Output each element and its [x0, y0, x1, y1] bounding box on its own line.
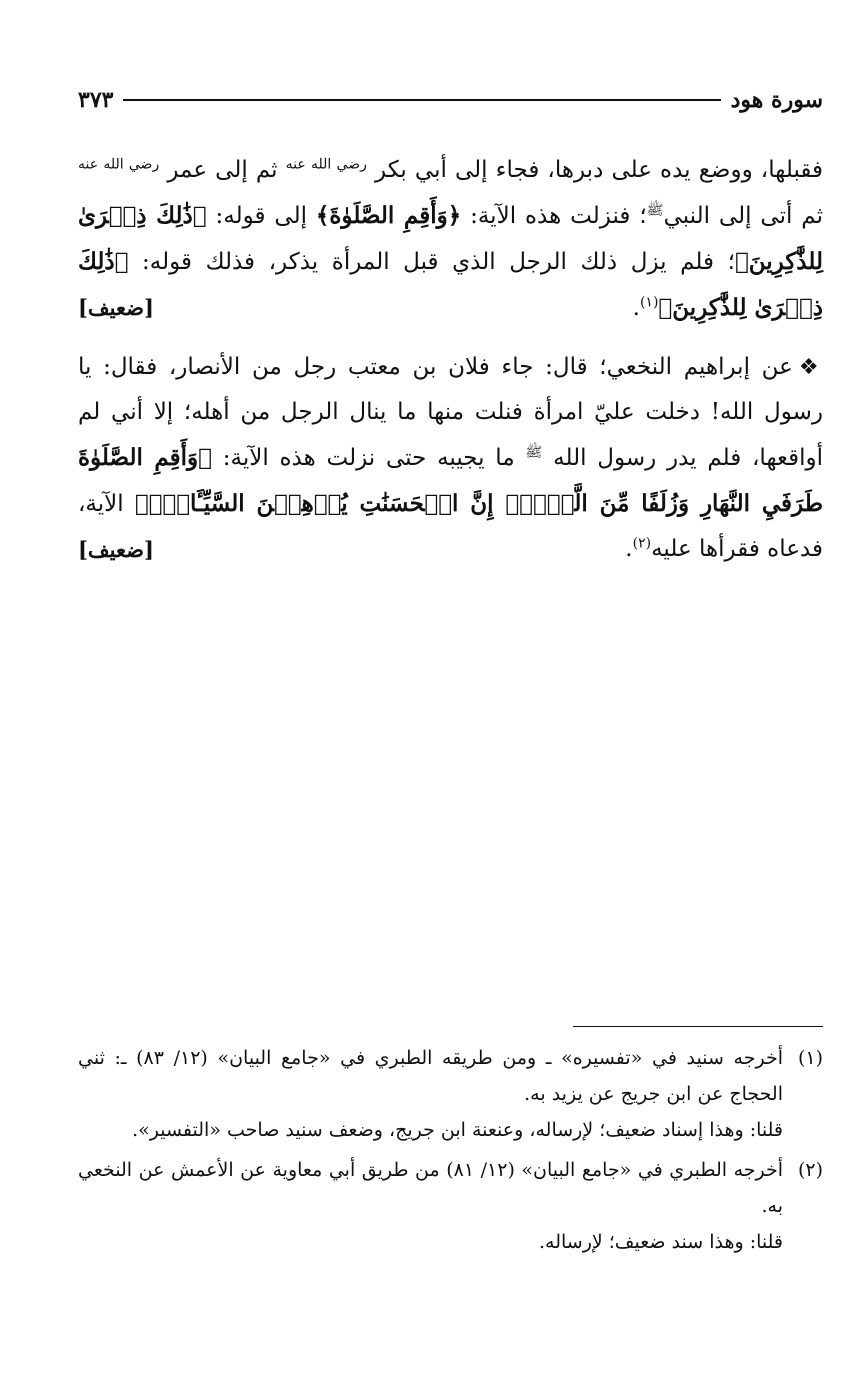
paragraph-text: إلى قوله:: [215, 203, 307, 229]
footnote-line: أخرجه سنيد في «تفسيره» ـ ومن طريقه الطبري في «جامع البيان» (١٢/ ٨٣) ـ: ثني الحجاج عن ابن جريج عن يزيد به.: [78, 1047, 783, 1105]
footnote-line: قلنا: وهذا إسناد ضعيف؛ لإرساله، وعنعنة ابن جريج، وضعف سنيد صاحب «التفسير».: [132, 1119, 783, 1141]
surah-title: سورة هود: [730, 87, 823, 113]
footnote-reference[interactable]: (٢): [632, 535, 652, 552]
quran-verse: ﴿وَأَقِمِ الصَّلَوٰةَ﴾: [315, 202, 462, 229]
footnote-number: (١): [797, 1047, 823, 1069]
paragraph-2: [78, 345, 823, 572]
footnote-number: (٢): [797, 1159, 823, 1181]
main-text: [78, 148, 823, 586]
honorific-glyph: ﷺ: [646, 202, 664, 219]
footnote-line: أخرجه الطبري في «جامع البيان» (١٢/ ٨١) من طريق أبي معاوية عن الأعمش عن النخعي به.: [78, 1159, 784, 1217]
honorific-glyph: ﷺ: [525, 444, 543, 461]
footnote-2: [78, 1152, 823, 1260]
paragraph-text: ؛ فنزلت هذه الآية:: [470, 203, 647, 229]
grade-label: [ضعيف]: [78, 537, 154, 562]
paragraph-text: الآية، فدعاه فقرأها عليه: [78, 491, 823, 562]
quran-verse: ﴿ذَٰلِكَ ذِكۡرَىٰ لِلذَّٰكِرِينَ﴾: [78, 248, 823, 321]
paragraph-text: فقبلها، ووضع يده على دبرها، فجاء إلى أبي بكر: [375, 157, 824, 183]
header-rule: [123, 99, 720, 101]
paragraph-text: ما يجيبه حتى نزلت هذه الآية:: [222, 445, 515, 471]
footnote-1: [78, 1040, 823, 1148]
paragraph-text: ثم إلى عمر: [167, 157, 278, 183]
footnotes: [78, 1040, 823, 1264]
bullet-diamond-icon: ❖: [798, 355, 823, 380]
paragraph-text: .: [625, 536, 633, 562]
footnote-reference[interactable]: (١): [639, 294, 659, 311]
honorific-glyph: رضي الله عنه: [78, 156, 160, 173]
book-page: [78, 78, 823, 1338]
paragraph-text: عن إبراهيم النخعي؛ قال: جاء فلان بن معتب رجل من الأنصار، فقال: يا رسول الله! دخلت عليّ امرأة فنلت منها ما ينال الرجل من أهله؛ إلا أني لم أواقعها، فلم يدر رسول الله: [78, 354, 824, 471]
quran-verse: ﴿ذَٰلِكَ ذِكۡرَىٰ لِلذَّٰكِرِينَ﴾: [78, 202, 823, 275]
honorific-glyph: رضي الله عنه: [285, 156, 367, 173]
grade-label: [ضعيف]: [78, 295, 154, 320]
paragraph-text: .: [632, 295, 640, 321]
footnote-line: قلنا: وهذا سند ضعيف؛ لإرساله.: [538, 1231, 783, 1253]
paragraph-1: [78, 148, 823, 331]
page-number: ٣٧٣: [78, 87, 114, 113]
running-header: [78, 78, 823, 122]
footnote-body: [78, 1152, 783, 1260]
quran-verse: ﴿وَأَقِمِ الصَّلَوٰةَ طَرَفَيِ النَّهَارِ وَزُلَفًا مِّنَ الَّيۡلِۚ إِنَّ الۡحَسَنَٰتِ يُذۡهِبۡنَ السَّيِّـَٔاتِۚ﴾: [78, 444, 823, 517]
footnote-separator: [573, 1026, 823, 1027]
footnote-body: [78, 1040, 783, 1148]
paragraph-text: ؛ فلم يزل ذلك الرجل الذي قبل المرأة يذكر، فذلك قوله:: [142, 249, 735, 275]
paragraph-text: ثم أتى إلى النبي: [663, 203, 824, 229]
